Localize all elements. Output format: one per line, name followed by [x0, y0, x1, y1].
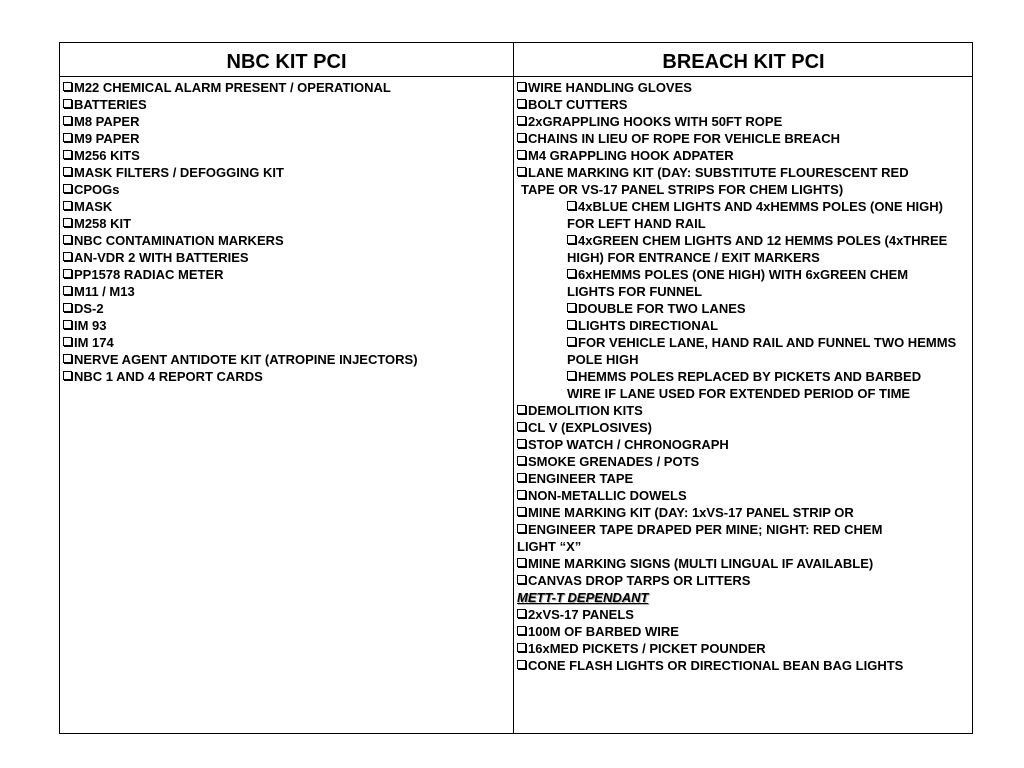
checkbox-icon — [63, 167, 72, 176]
checkbox-icon — [63, 150, 72, 159]
list-item: BATTERIES — [63, 96, 509, 113]
checkbox-icon — [63, 320, 72, 329]
list-item: ENGINEER TAPE — [517, 470, 957, 487]
list-item: LANE MARKING KIT (DAY: SUBSTITUTE FLOURESCENT RED — [517, 164, 957, 181]
checkbox-icon — [63, 82, 72, 91]
list-item: ENGINEER TAPE DRAPED PER MINE; NIGHT: RED CHEM — [517, 521, 957, 538]
list-item: WIRE HANDLING GLOVES — [517, 79, 957, 96]
list-item: 16xMED PICKETS / PICKET POUNDER — [517, 640, 957, 657]
checkbox-icon — [567, 269, 576, 278]
sub-list-item: 4xBLUE CHEM LIGHTS AND 4xHEMMS POLES (ONE HIGH) FOR LEFT HAND RAIL — [567, 199, 943, 231]
list-item: 2xGRAPPLING HOOKS WITH 50FT ROPE — [517, 113, 957, 130]
checkbox-icon — [63, 354, 72, 363]
list-item: MASK FILTERS / DEFOGGING KIT — [63, 164, 509, 181]
list-item: CPOGs — [63, 181, 509, 198]
list-item: NBC 1 AND 4 REPORT CARDS — [63, 368, 509, 385]
sub-list-item: 4xGREEN CHEM LIGHTS AND 12 HEMMS POLES (4xTHREE HIGH) FOR ENTRANCE / EXIT MARKERS — [567, 233, 948, 265]
breach-kit-title: BREACH KIT PCI — [662, 51, 825, 73]
list-item: 100M OF BARBED WIRE — [517, 623, 957, 640]
list-item: BOLT CUTTERS — [517, 96, 957, 113]
column-divider — [513, 43, 514, 733]
checkbox-icon — [517, 456, 526, 465]
sub-list-item: DOUBLE FOR TWO LANES — [517, 300, 957, 317]
list-item: CL V (EXPLOSIVES) — [517, 419, 957, 436]
checkbox-icon — [63, 218, 72, 227]
list-item: STOP WATCH / CHRONOGRAPH — [517, 436, 957, 453]
list-item: M22 CHEMICAL ALARM PRESENT / OPERATIONAL — [63, 79, 509, 96]
list-item: AN-VDR 2 WITH BATTERIES — [63, 249, 509, 266]
checkbox-icon — [517, 524, 526, 533]
checkbox-icon — [517, 133, 526, 142]
list-item: MINE MARKING KIT (DAY: 1xVS-17 PANEL STRIP OR — [517, 504, 957, 521]
checkbox-icon — [63, 184, 72, 193]
checkbox-icon — [517, 99, 526, 108]
breach-kit-list — [517, 79, 957, 674]
checkbox-icon — [517, 660, 526, 669]
sub-list-item: HEMMS POLES REPLACED BY PICKETS AND BARBED WIRE IF LANE USED FOR EXTENDED PERIOD OF TIME — [567, 369, 922, 401]
nbc-kit-title: NBC KIT PCI — [226, 51, 347, 73]
checkbox-icon — [517, 558, 526, 567]
pci-table — [59, 42, 973, 734]
list-item: CHAINS IN LIEU OF ROPE FOR VEHICLE BREACH — [517, 130, 957, 147]
list-item: NBC CONTAMINATION MARKERS — [63, 232, 509, 249]
checkbox-icon — [63, 337, 72, 346]
list-item: NON-METALLIC DOWELS — [517, 487, 957, 504]
sub-list-item: 6xHEMMS POLES (ONE HIGH) WITH 6xGREEN CHEM LIGHTS FOR FUNNEL — [567, 267, 909, 299]
checkbox-icon — [567, 371, 576, 380]
checkbox-icon — [517, 643, 526, 652]
list-item: SMOKE GRENADES / POTS — [517, 453, 957, 470]
list-item: M8 PAPER — [63, 113, 509, 130]
list-item: NERVE AGENT ANTIDOTE KIT (ATROPINE INJECTORS) — [63, 351, 509, 368]
checkbox-icon — [517, 439, 526, 448]
checkbox-icon — [517, 507, 526, 516]
checkbox-icon — [63, 99, 72, 108]
checkbox-icon — [517, 167, 526, 176]
list-item: 2xVS-17 PANELS — [517, 606, 957, 623]
checkbox-icon — [63, 133, 72, 142]
checkbox-icon — [517, 490, 526, 499]
list-item: M256 KITS — [63, 147, 509, 164]
list-item: PP1578 RADIAC METER — [63, 266, 509, 283]
list-item: MINE MARKING SIGNS (MULTI LINGUAL IF AVAILABLE) — [517, 555, 957, 572]
checkbox-icon — [567, 303, 576, 312]
checkbox-icon — [517, 150, 526, 159]
list-item: DS-2 — [63, 300, 509, 317]
nbc-kit-list — [63, 79, 509, 385]
checkbox-icon — [567, 201, 576, 210]
checkbox-icon — [63, 269, 72, 278]
checkbox-icon — [517, 116, 526, 125]
checkbox-icon — [567, 337, 576, 346]
checkbox-icon — [517, 609, 526, 618]
checkbox-icon — [517, 405, 526, 414]
list-item: DEMOLITION KITS — [517, 402, 957, 419]
list-item-continuation: LIGHT “X” — [517, 539, 582, 554]
list-item: IM 174 — [63, 334, 509, 351]
list-item: M9 PAPER — [63, 130, 509, 147]
mett-t-dependant-heading: METT-T DEPENDANT — [517, 590, 649, 605]
list-item: CANVAS DROP TARPS OR LITTERS — [517, 572, 957, 589]
list-item: M11 / M13 — [63, 283, 509, 300]
list-item: CONE FLASH LIGHTS OR DIRECTIONAL BEAN BAG LIGHTS — [517, 657, 957, 674]
list-item-continuation: TAPE OR VS-17 PANEL STRIPS FOR CHEM LIGHTS) — [521, 182, 844, 197]
checkbox-icon — [63, 303, 72, 312]
checkbox-icon — [517, 82, 526, 91]
header-divider — [60, 76, 972, 77]
checkbox-icon — [63, 252, 72, 261]
checkbox-icon — [517, 575, 526, 584]
checkbox-icon — [63, 371, 72, 380]
checkbox-icon — [63, 286, 72, 295]
checkbox-icon — [517, 422, 526, 431]
checkbox-icon — [567, 235, 576, 244]
sub-list-item: FOR VEHICLE LANE, HAND RAIL AND FUNNEL TWO HEMMS POLE HIGH — [567, 335, 957, 367]
list-item: IM 93 — [63, 317, 509, 334]
checkbox-icon — [517, 626, 526, 635]
list-item: MASK — [63, 198, 509, 215]
list-item: M4 GRAPPLING HOOK ADPATER — [517, 147, 957, 164]
checkbox-icon — [63, 235, 72, 244]
checkbox-icon — [567, 320, 576, 329]
list-item: M258 KIT — [63, 215, 509, 232]
checkbox-icon — [517, 473, 526, 482]
sub-list-item: LIGHTS DIRECTIONAL — [517, 317, 957, 334]
checkbox-icon — [63, 116, 72, 125]
checkbox-icon — [63, 201, 72, 210]
